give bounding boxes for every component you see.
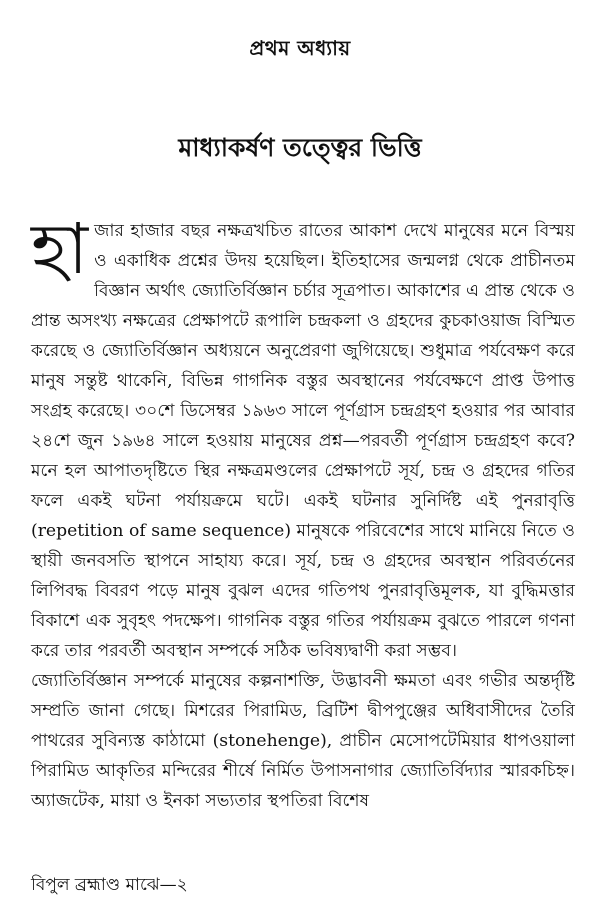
paragraph-1-text: জার হাজার বছর নক্ষত্রখচিত রাতের আকাশ দেখে মানুষের মনে বিস্ময় ও একাধিক প্রশ্নের উদয় হয়েছিল। ইতিহাসের জন্মলগ্ন থেকে প্রাচীনতম বিজ্ঞান অর্থাৎ জ্যোতির্বিজ্ঞান চর্চার সূত্রপাত। আকাশের এ প্রান্ত থেকে ও প্রান্ত অসংখ্য নক্ষত্রের প্রেক্ষাপটে রূপালি চন্দ্রকলা ও গ্রহদের কুচকাওয়াজ বিস্মিত করেছে ও জ্যোতির্বিজ্ঞান অধ্যয়নে অনুপ্রেরণা জুগিয়েছে। শুধুমাত্র পর্যবেক্ষণ করে মানুষ সন্তুষ্ট থাকেনি, বিভিন্ন গাগনিক বস্তুর অবস্থানের পর্যবেক্ষণে প্রাপ্ত উপাত্ত সংগ্রহ করেছে। ৩০শে ডিসেম্বর ১৯৬৩ সালে পূর্ণগ্রাস চন্দ্রগ্রহণ হওয়ার পর আবার ২৪শে জুন ১৯৬৪ সালে হওয়ায় মানুষের প্রশ্ন—পরবর্তী পূর্ণগ্রাস চন্দ্রগ্রহণ কবে? মনে হল আপাতদৃষ্টিতে স্থির নক্ষত্রমণ্ডলের প্রেক্ষাপটে সূর্য, চন্দ্র ও গ্রহদের গতির ফলে একই ঘটনা পর্যায়ক্রমে ঘটে। একই ঘটনার সুনির্দিষ্ট এই পুনরাবৃত্তি (repetition of same sequence) মানুষকে পরিবেশের সাথে মানিয়ে নিতে ও স্থায়ী জনবসতি স্থাপনে সাহায্য করে। সূর্য, চন্দ্র ও গ্রহদের অবস্থান পরিবর্তনের লিপিবদ্ধ বিবরণ পড়ে মানুষ বুঝল এদের গতিপথ পুনরাবৃত্তিমূলক, যা বুদ্ধিমত্তার বিকাশে এক সুবৃহৎ পদক্ষেপ। গাগনিক বস্তুর গতির পর্যায়ক্রম বুঝতে পারলে গণনা করে তার পরবর্তী অবস্থান সম্পর্কে সঠিক ভবিষ্যদ্বাণী করা সম্ভব। xyxy=(31,221,575,661)
drop-cap: হা xyxy=(31,208,89,290)
paragraph-2: জ্যোতির্বিজ্ঞান সম্পর্কে মানুষের কল্পনাশক্তি, উদ্ভাবনী ক্ষমতা এবং গভীর অন্তর্দৃষ্টি সম্প্রতি জানা গেছে। মিশরের পিরামিড, ব্রিটিশ দ্বীপপুঞ্জের অধিবাসীদের তৈরি পাথরের সুবিন্যস্ত কাঠামো (stonehenge), প্রাচীন মেসোপটেমিয়ার ধাপওয়ালা পিরামিড আকৃতির মন্দিরের শীর্ষে নির্মিত উপাসনাগার জ্যোতির্বিদ্যার স্মারকচিহ্ন। অ্যাজটেক, মায়া ও ইনকা সভ্যতার স্থপতিরা বিশেষ xyxy=(31,671,575,811)
chapter-title: মাধ্যাকর্ষণ তত্ত্বের ভিত্তি xyxy=(178,133,422,162)
chapter-label: প্রথম অধ্যায় xyxy=(249,36,351,60)
body-text xyxy=(31,208,575,816)
page-footer: বিপুল ব্রহ্মাণ্ড মাঝে—২ xyxy=(31,875,188,895)
paragraph-1 xyxy=(31,208,575,666)
